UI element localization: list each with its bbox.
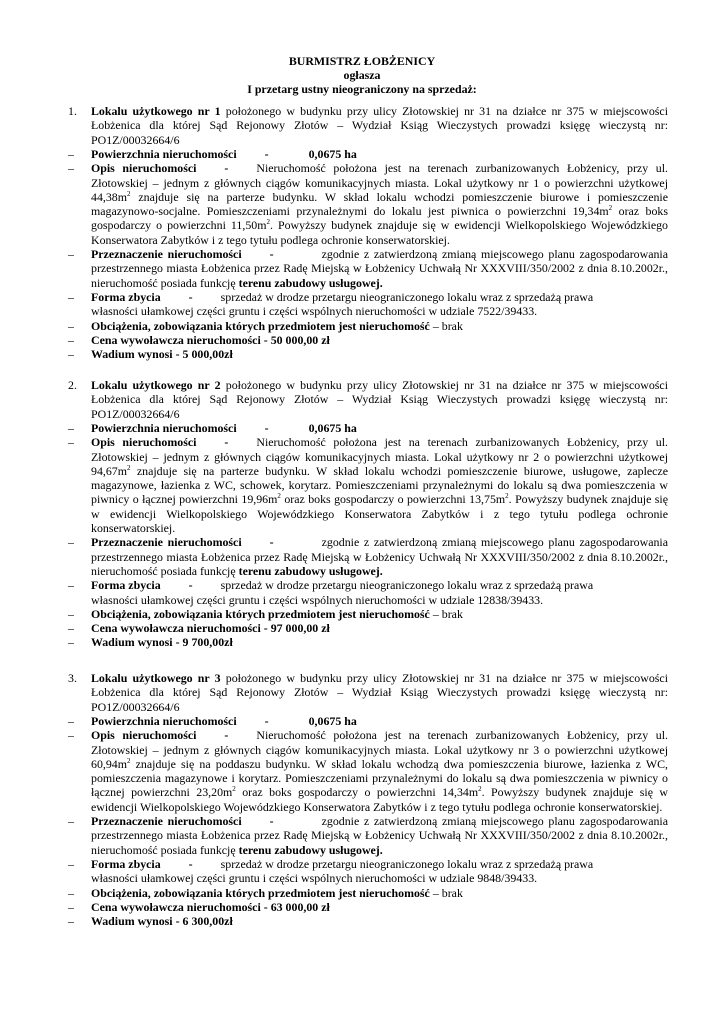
- area-label: Powierzchnia nieruchomości: [91, 714, 237, 728]
- deposit-value: 6 300,00zł: [182, 914, 233, 929]
- header-subject: I przetarg ustny nieograniczony na sprzedaż:: [247, 82, 477, 96]
- area-value: 0,0675 ha: [308, 421, 357, 435]
- lot-number: 1.: [68, 104, 77, 118]
- deposit-row: – Wadium wynosi - 5 000,00zł: [68, 347, 233, 362]
- lot-intro: [91, 378, 668, 421]
- sale-form-label: Forma zbycia: [91, 578, 161, 593]
- share-value: 9848/39433.: [477, 871, 538, 886]
- purpose-label: Przeznaczenie nieruchomości: [91, 814, 242, 829]
- deposit-value: 9 700,00zł: [182, 635, 233, 650]
- sale-form-label: Forma zbycia: [91, 856, 161, 871]
- description-label: Opis nieruchomości: [91, 161, 197, 176]
- price-row: – Cena wywoławcza nieruchomości - 50 000,00 zł: [68, 332, 330, 347]
- lot-location: położonego w budynku przy ulicy Złotowskiej nr 31 na działce nr 375 w miejscowości Łobżenica dla której Sąd Rejonowy Złotów – Wydział Ksiąg Wieczystych prowadzi księgę wieczystą nr: PO1Z/00032664/6: [91, 671, 668, 714]
- deposit-value: 5 000,00zł: [182, 347, 233, 362]
- lot-item: [68, 671, 668, 928]
- lot-title: Lokalu użytkowego nr 3: [91, 671, 221, 685]
- deposit-row: – Wadium wynosi - 6 300,00zł: [68, 914, 233, 929]
- lot-item: [68, 104, 668, 361]
- lot-number: 3.: [68, 671, 77, 685]
- purpose-label: Przeznaczenie nieruchomości: [91, 247, 242, 262]
- burdens-row: – Obciążenia, zobowiązania których przedmiotem jest nieruchomość – brak: [68, 885, 463, 900]
- lot-intro: [91, 104, 668, 147]
- price-row: – Cena wywoławcza nieruchomości - 63 000,00 zł: [68, 899, 330, 914]
- price-row: – Cena wywoławcza nieruchomości - 97 000,00 zł: [68, 621, 330, 636]
- lot-title: Lokalu użytkowego nr 2: [91, 378, 221, 392]
- deposit-row: – Wadium wynosi - 9 700,00zł: [68, 635, 233, 650]
- area-value: 0,0675 ha: [308, 714, 357, 728]
- lot-location: położonego w budynku przy ulicy Złotowskiej nr 31 na działce nr 375 w miejscowości Łobżenica dla której Sąd Rejonowy Złotów – Wydział Ksiąg Wieczystych prowadzi księgę wieczystą nr: PO1Z/00032664/6: [91, 104, 668, 147]
- burdens-row: – Obciążenia, zobowiązania których przedmiotem jest nieruchomość – brak: [68, 606, 463, 621]
- price-value: 50 000,00 zł: [270, 332, 330, 347]
- purpose-row: – Przeznaczenie nieruchomości - zgodnie z zatwierdzoną zmianą miejscowego planu zagospodarowania przestrzennego miasta Łobżenica przez Radę Miejską w Łobżenicy Uchwałą Nr XXXVIII/350/2002 z dnia 8.10.2002r., nieruchomość posiada funkcję terenu zabudowy usługowej.: [68, 247, 668, 290]
- purpose-label: Przeznaczenie nieruchomości: [91, 535, 242, 550]
- lot-number: 2.: [68, 378, 77, 392]
- lot-location: położonego w budynku przy ulicy Złotowskiej nr 31 na działce nr 375 w miejscowości Łobżenica dla której Sąd Rejonowy Złotów – Wydział Ksiąg Wieczystych prowadzi księgę wieczystą nr: PO1Z/00032664/6: [91, 378, 668, 421]
- description-label: Opis nieruchomości: [91, 435, 197, 450]
- share-value: 12838/39433.: [477, 592, 544, 607]
- area-value: 0,0675 ha: [308, 147, 357, 161]
- price-value: 63 000,00 zł: [270, 899, 330, 914]
- area-row: – Powierzchnia nieruchomości - 0,0675 ha: [68, 421, 357, 435]
- burdens-row: – Obciążenia, zobowiązania których przedmiotem jest nieruchomość – brak: [68, 318, 463, 333]
- area-label: Powierzchnia nieruchomości: [91, 147, 237, 161]
- description-label: Opis nieruchomości: [91, 728, 197, 743]
- header-title: BURMISTRZ ŁOBŻENICY: [288, 54, 436, 68]
- lot-title: Lokalu użytkowego nr 1: [91, 104, 221, 118]
- price-value: 97 000,00 zł: [270, 621, 330, 636]
- description-row: – Opis nieruchomości - Nieruchomość położona jest na terenach zurbanizowanych Łobżenicy, przy ul. Złotowskiej – jednym z głównych ciągów komunikacyjnych miasta. Lokal użytkowy nr 1 o powierzchni użytkowej $44,38m^2$ znajduje się na parterze budynku. W skład lokalu wchodzi pomieszczenie biurowe i pomieszczenie magazynowo-socjalne. Pomieszczeniami przynależnymi do lokalu jest piwnica o powierzchni $19,34m^2$ oraz boks gospodarczy o powierzchni $11,50m^2$. Powyższy budynek znajduje się w ewidencji Wielkopolskiego Wojewódzkiego Konserwatora Zabytków i z tego tytułu podlega ochronie konserwatorskiej.: [68, 161, 669, 247]
- sale-form-row: – Forma zbycia - sprzedaż w drodze przetargu nieograniczonego lokalu wraz z sprzedażą prawa własności ułamkowej części gruntu i części wspólnych nieruchomości w udziale 9848/39433.: [68, 856, 594, 886]
- purpose-row: – Przeznaczenie nieruchomości - zgodnie z zatwierdzoną zmianą miejscowego planu zagospodarowania przestrzennego miasta Łobżenica przez Radę Miejską w Łobżenicy Uchwałą Nr XXXVIII/350/2002 z dnia 8.10.2002r., nieruchomość posiada funkcję terenu zabudowy usługowej.: [68, 814, 668, 857]
- sale-form-row: – Forma zbycia - sprzedaż w drodze przetargu nieograniczonego lokalu wraz z sprzedażą prawa własności ułamkowej części gruntu i części wspólnych nieruchomości w udziale 7522/39433.: [68, 289, 594, 319]
- lot-item: [68, 378, 668, 650]
- area-label: Powierzchnia nieruchomości: [91, 421, 237, 435]
- purpose-row: – Przeznaczenie nieruchomości - zgodnie z zatwierdzoną zmianą miejscowego planu zagospodarowania przestrzennego miasta Łobżenica przez Radę Miejską w Łobżenicy Uchwałą Nr XXXVIII/350/2002 z dnia 8.10.2002r., nieruchomość posiada funkcję terenu zabudowy usługowej.: [68, 535, 668, 578]
- lot-intro: [91, 671, 668, 714]
- description-row: – Opis nieruchomości - Nieruchomość położona jest na terenach zurbanizowanych Łobżenicy, przy ul. Złotowskiej – jednym z głównych ciągów komunikacyjnych miasta. Lokal użytkowy nr 2 o powierzchni użytkowej $94,67m^2$ znajduje się na parterze budynku. W skład lokalu wchodzi pomieszczenie biurowe, usługowe, zaplecze magazynowe, łazienka z WC, schowek, korytarz. Pomieszczeniami przynależnymi do lokalu są dwa pomieszczenia w piwnicy o łącznej powierzchni $19,96m^2$ oraz boks gospodarczy o powierzchni $13,75m^2$. Powyższy budynek znajduje się w ewidencji Wielkopolskiego Wojewódzkiego Konserwatora Zabytków i z tego tytułu podlega ochronie konserwatorskiej.: [68, 435, 669, 536]
- sale-form-row: – Forma zbycia - sprzedaż w drodze przetargu nieograniczonego lokalu wraz z sprzedażą prawa własności ułamkowej części gruntu i części wspólnych nieruchomości w udziale 12838/39433.: [68, 578, 594, 607]
- area-row: – Powierzchnia nieruchomości - 0,0675 ha: [68, 147, 357, 161]
- share-value: 7522/39433.: [477, 304, 538, 319]
- announcement-header: [0, 54, 724, 96]
- description-row: – Opis nieruchomości - Nieruchomość położona jest na terenach zurbanizowanych Łobżenicy, przy ul. Złotowskiej – jednym z głównych ciągów komunikacyjnych miasta. Lokal użytkowy nr 3 o powierzchni użytkowej $60,94m^2$ znajduje się na poddaszu budynku. W skład lokalu wchodzą dwa pomieszczenia biurowe, łazienka z WC, pomieszczenia magazynowe i korytarz. Pomieszczeniami przynależnymi do lokalu są dwa pomieszczenia w piwnicy o łącznej powierzchni $23,20m^2$ oraz boks gospodarczy o powierzchni $14,34m^2$. Powyższy budynek znajduje się w ewidencji Wielkopolskiego Wojewódzkiego Konserwatora Zabytków i z tego tytułu podlega ochronie konserwatorskiej.: [68, 728, 669, 814]
- header-subtitle: ogłasza: [343, 68, 381, 82]
- area-row: – Powierzchnia nieruchomości - 0,0675 ha: [68, 714, 357, 728]
- sale-form-label: Forma zbycia: [91, 289, 161, 304]
